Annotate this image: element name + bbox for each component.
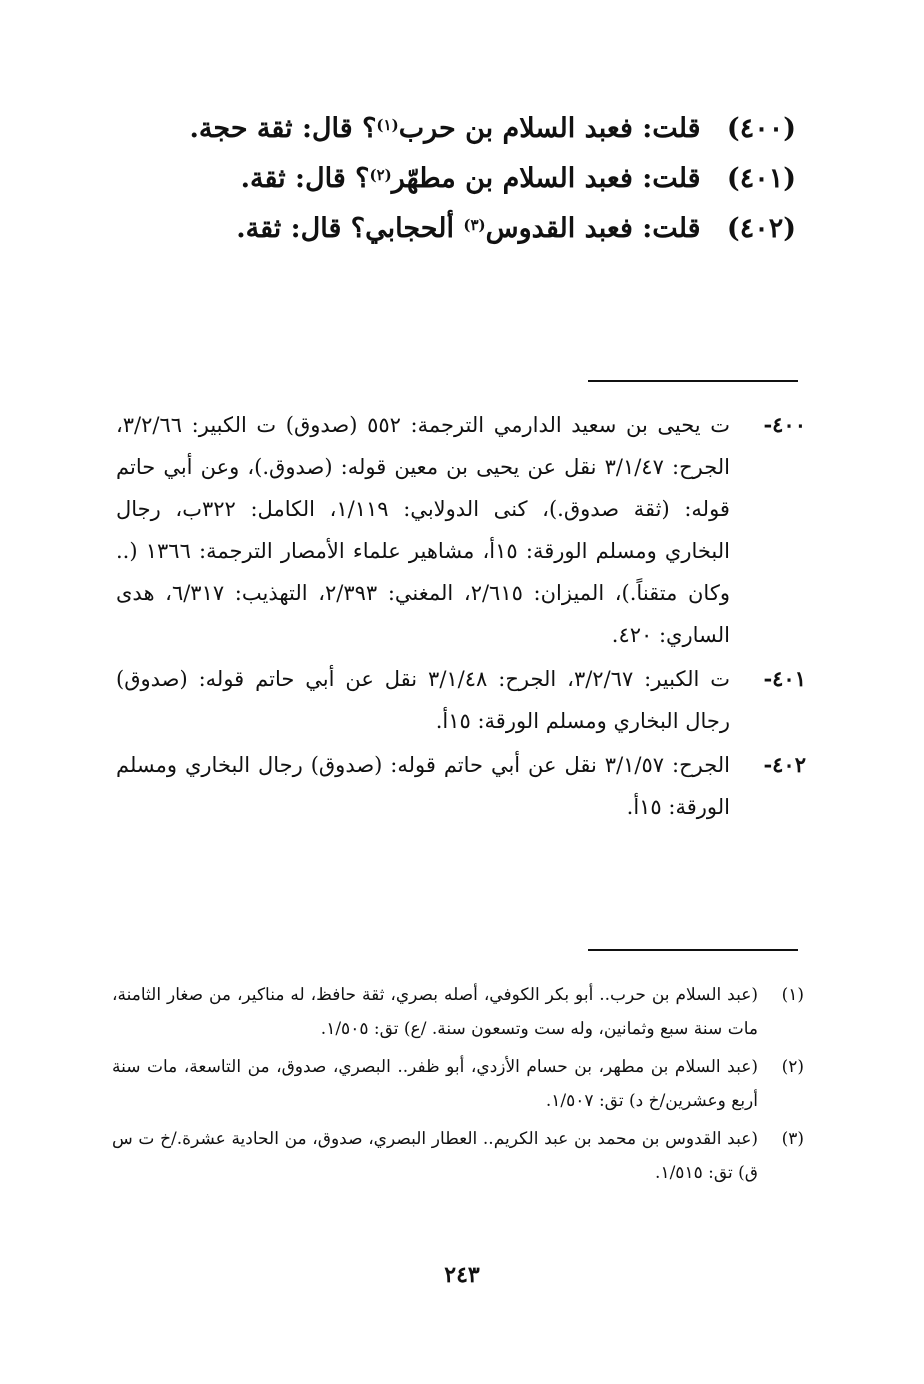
footnote-number: (٢) — [781, 1057, 804, 1077]
entry-answer: ألحجابي؟ قال: ثقة. — [236, 213, 464, 244]
entry-question: قلت: فعبد القدوس — [485, 213, 701, 244]
footnote-ref: (٢) — [369, 166, 392, 184]
footnote-number: (١) — [781, 985, 804, 1005]
note-number: ٤٠١- — [763, 666, 806, 691]
entry-question: قلت: فعبد السلام بن حرب — [398, 113, 701, 144]
divider-rule — [588, 380, 798, 382]
note-400 — [116, 404, 806, 656]
entry-question: قلت: فعبد السلام بن مطهّر — [391, 163, 701, 194]
footnote-3 — [112, 1122, 804, 1190]
note-402 — [116, 744, 806, 828]
entry-401 — [176, 154, 796, 204]
page-number: ٢٤٣ — [444, 1262, 480, 1288]
note-401 — [116, 658, 806, 742]
note-number: ٤٠٢- — [763, 752, 806, 777]
entry-number: (٤٠٠) — [726, 113, 796, 144]
footnote-2 — [112, 1050, 804, 1118]
entry-number: (٤٠٢) — [726, 213, 796, 244]
note-text: الجرح: ٣/١/٥٧ نقل عن أبي حاتم قوله: (صدوق) رجال البخاري ومسلم الورقة: ١٥أ. — [116, 753, 731, 819]
entry-400 — [176, 104, 796, 154]
footnote-ref: (٣) — [463, 216, 486, 234]
entry-402 — [176, 204, 796, 254]
footnote-ref: (١) — [376, 116, 399, 134]
footnote-1 — [112, 978, 804, 1046]
footnote-text: (عبد السلام بن حرب.. أبو بكر الكوفي، أصله بصري، ثقة حافظ، له مناكير، من صغار الثامنة، مات سنة سبع وثمانين، وله ست وتسعون سنة. /ع) تق: ١/٥٠٥. — [112, 985, 758, 1039]
entry-number: (٤٠١) — [726, 163, 796, 194]
footnote-text: (عبد القدوس بن محمد بن عبد الكريم.. العطار البصري، صدوق، من الحادية عشرة./خ ت س ق) تق: ١/٥١٥. — [112, 1129, 758, 1183]
commentary-notes — [116, 404, 806, 830]
main-text — [176, 104, 796, 254]
footnotes — [112, 978, 804, 1194]
footnote-text: (عبد السلام بن مطهر، بن حسام الأزدي، أبو ظفر.. البصري، صدوق، من التاسعة، مات سنة أربع وعشرين/خ د) تق: ١/٥٠٧. — [112, 1057, 758, 1111]
footnote-number: (٣) — [781, 1129, 804, 1149]
divider-rule — [588, 949, 798, 951]
note-text: ت الكبير: ٣/٢/٦٧، الجرح: ٣/١/٤٨ نقل عن أبي حاتم قوله: (صدوق) رجال البخاري ومسلم الورقة: ١٥أ. — [116, 667, 730, 733]
entry-answer: ؟ قال: ثقة حجة. — [189, 113, 377, 144]
entry-answer: ؟ قال: ثقة. — [240, 163, 370, 194]
note-number: ٤٠٠- — [763, 412, 806, 437]
note-text: ت يحيى بن سعيد الدارمي الترجمة: ٥٥٢ (صدوق) ت الكبير: ٣/٢/٦٦، الجرح: ٣/١/٤٧ نقل عن يحيى بن معين قوله: (صدوق.)، وعن أبي حاتم قوله: (ثقة صدوق.)، كنى الدولابي: ١/١١٩، الكامل: ٣٢٢ب، رجال البخاري ومسلم الورقة: ١٥أ، مشاهير علماء الأمصار الترجمة: ١٣٦٦ (.. وكان متقناً.)، الميزان: ٢/٦١٥، المغني: ٢/٣٩٣، التهذيب: ٦/٣١٧، هدى الساري: ٤٢٠. — [116, 413, 731, 647]
